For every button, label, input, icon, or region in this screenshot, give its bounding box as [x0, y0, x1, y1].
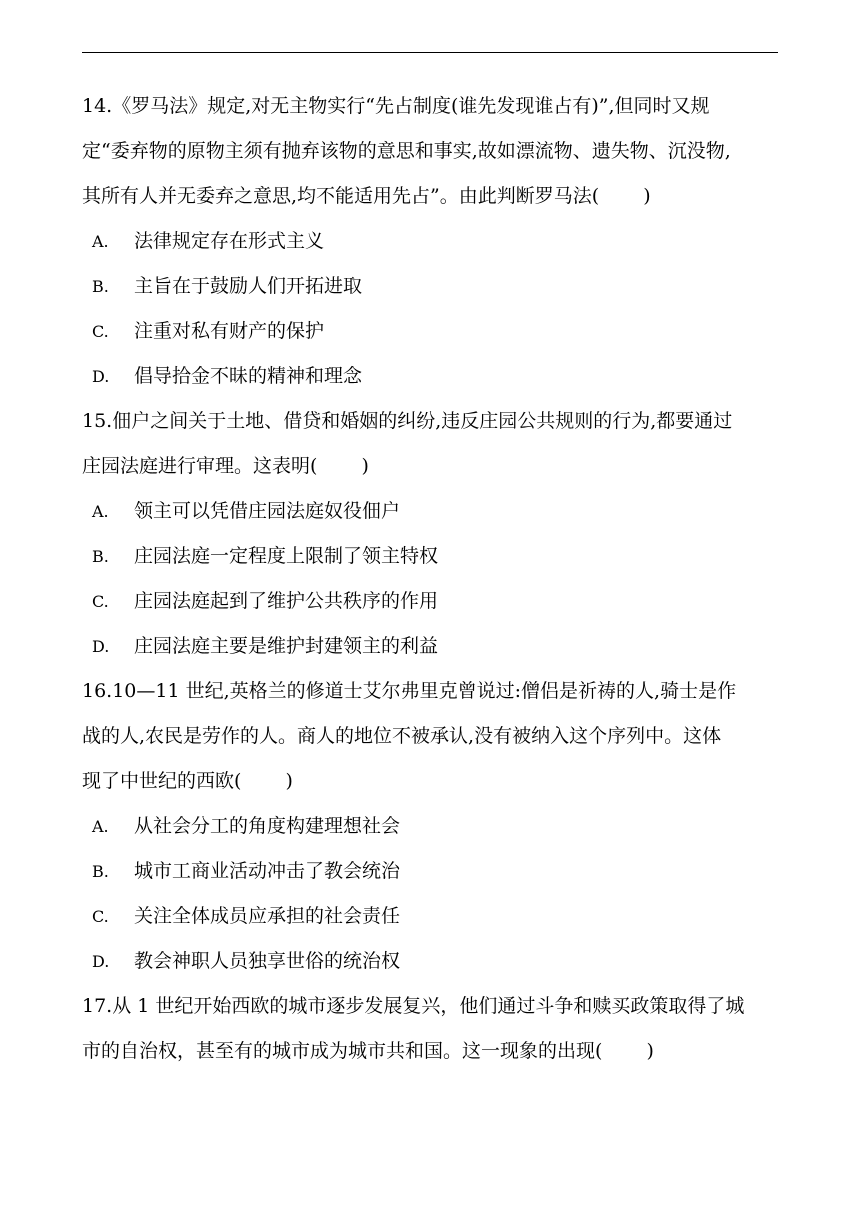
option-letter: C. [92, 322, 109, 341]
option-letter: C. [92, 907, 109, 926]
question-15-option-a[interactable] [82, 489, 782, 534]
option-letter: B. [92, 862, 109, 881]
question-16-option-a[interactable] [82, 804, 782, 849]
question-14 [82, 84, 782, 399]
option-letter: D. [92, 367, 110, 386]
question-16-option-b[interactable] [82, 849, 782, 894]
option-letter: A. [92, 232, 109, 251]
question-15-option-c[interactable] [82, 579, 782, 624]
option-letter: C. [92, 592, 109, 611]
option-letter: B. [92, 547, 109, 566]
question-16-stem-line-3: 现了中世纪的西欧( ) [82, 770, 293, 792]
question-14-stem-line-2: 定“委弃物的原物主须有抛弃该物的意思和事实,故如漂流物、遗失物、沉没物, [82, 140, 731, 162]
option-text: 庄园法庭一定程度上限制了领主特权 [134, 545, 439, 567]
question-16-option-c[interactable] [82, 894, 782, 939]
question-15 [82, 399, 782, 669]
option-letter: A. [92, 502, 109, 521]
question-14-option-b[interactable] [82, 264, 782, 309]
option-text: 教会神职人员独享世俗的统治权 [134, 950, 401, 972]
option-text: 庄园法庭主要是维护封建领主的利益 [134, 635, 439, 657]
question-17-stem-line-2: 市的自治权，甚至有的城市成为城市共和国。这一现象的出现( ) [82, 1040, 654, 1062]
question-15-option-b[interactable] [82, 534, 782, 579]
question-14-option-d[interactable] [82, 354, 782, 399]
question-15-option-d[interactable] [82, 624, 782, 669]
option-letter: D. [92, 952, 110, 971]
option-text: 倡导拾金不昧的精神和理念 [134, 365, 363, 387]
option-text: 庄园法庭起到了维护公共秩序的作用 [134, 590, 439, 612]
option-text: 主旨在于鼓励人们开拓进取 [134, 275, 363, 297]
question-16-stem-line-2: 战的人,农民是劳作的人。商人的地位不被承认,没有被纳入这个序列中。这体 [82, 725, 722, 747]
option-text: 领主可以凭借庄园法庭奴役佃户 [134, 500, 401, 522]
question-14-stem-line-1: 14.《罗马法》规定,对无主物实行“先占制度(谁先发现谁占有)”,但同时又规 [82, 95, 710, 117]
option-text: 法律规定存在形式主义 [134, 230, 325, 252]
option-text: 城市工商业活动冲击了教会统治 [134, 860, 401, 882]
question-list [82, 84, 782, 1074]
question-17 [82, 984, 782, 1074]
option-letter: A. [92, 817, 109, 836]
option-text: 注重对私有财产的保护 [134, 320, 325, 342]
question-15-stem-line-2: 庄园法庭进行审理。这表明( ) [82, 455, 369, 477]
question-16-option-d[interactable] [82, 939, 782, 984]
option-text: 关注全体成员应承担的社会责任 [134, 905, 401, 927]
question-14-option-a[interactable] [82, 219, 782, 264]
option-letter: B. [92, 277, 109, 296]
question-14-option-c[interactable] [82, 309, 782, 354]
question-16 [82, 669, 782, 984]
question-16-stem-line-1: 16.10—11 世纪,英格兰的修道士艾尔弗里克曾说过:僧侣是祈祷的人,骑士是作 [82, 680, 737, 702]
question-17-stem-line-1: 17.从 1 世纪开始西欧的城市逐步发展复兴，他们通过斗争和赎买政策取得了城 [82, 995, 745, 1017]
header-rule [82, 52, 778, 53]
option-text: 从社会分工的角度构建理想社会 [134, 815, 401, 837]
option-letter: D. [92, 637, 110, 656]
question-15-stem-line-1: 15.佃户之间关于土地、借贷和婚姻的纠纷,违反庄园公共规则的行为,都要通过 [82, 410, 733, 432]
question-14-stem-line-3: 其所有人并无委弃之意思,均不能适用先占”。由此判断罗马法( ) [82, 185, 651, 207]
